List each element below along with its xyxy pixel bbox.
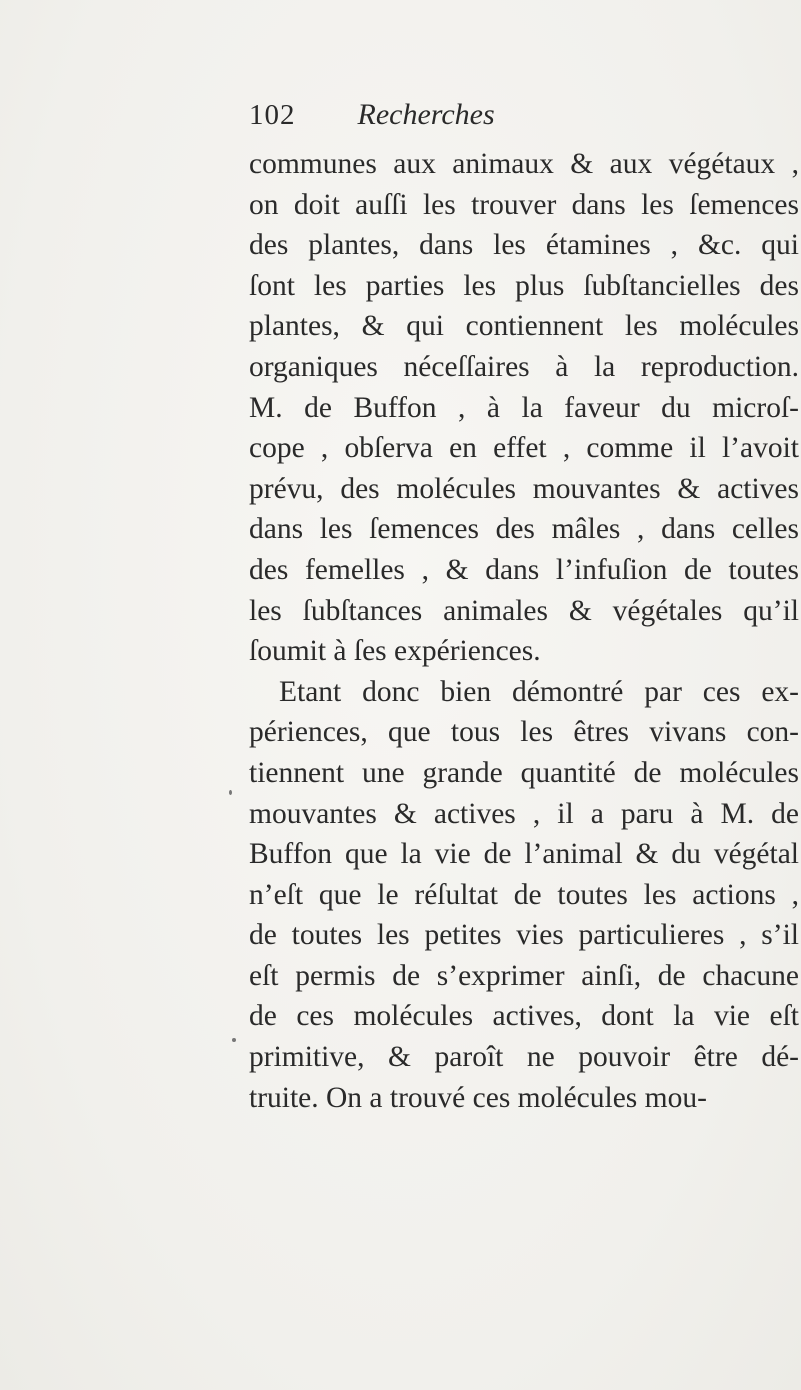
paper-speck: [232, 1038, 236, 1042]
text-line: organiques néceſſaires à la reproduction.: [249, 350, 799, 383]
text-line: Etant donc bien démontré par ces ex-: [279, 675, 799, 708]
text-line: les ſubſtances animales & végétales qu’il: [249, 594, 799, 627]
text-line: tiennent une grande quantité de molécules: [249, 756, 799, 789]
text-line: des femelles , & dans l’infuſion de toutes: [249, 553, 799, 586]
text-line: des plantes, dans les étamines , &c. qui: [249, 229, 799, 262]
text-line: ſoumit à ſes expériences.: [249, 635, 541, 668]
paper-speck: [229, 790, 232, 795]
text-line: truite. On a trouvé ces molécules mou-: [249, 1081, 707, 1114]
page-header: [249, 98, 495, 142]
running-title: Recherches: [357, 98, 495, 131]
text-line: de toutes les petites vies particulieres , s’il: [249, 919, 799, 952]
text-line: eſt permis de s’exprimer ainſi, de chacune: [249, 959, 799, 992]
text-line: communes aux animaux & aux végétaux ,: [249, 148, 799, 180]
text-line: prévu, des molécules mouvantes & actives: [249, 472, 799, 505]
text-line: on doit auſſi les trouver dans les ſemences: [249, 188, 799, 221]
text-line: périences, que tous les êtres vivans con-: [249, 716, 799, 749]
text-line: plantes, & qui contiennent les molécules: [249, 310, 799, 343]
text-line: de ces molécules actives, dont la vie eſt: [249, 1000, 799, 1033]
text-line: cope , obſerva en effet , comme il l’avoit: [249, 432, 799, 465]
text-line: mouvantes & actives , il a paru à M. de: [249, 797, 799, 830]
body-text: [249, 144, 799, 1118]
text-line: M. de Buffon , à la faveur du microſ-: [249, 391, 799, 424]
text-line: primitive, & paroît ne pouvoir être dé-: [249, 1041, 799, 1074]
text-line: dans les ſemences des mâles , dans celles: [249, 513, 799, 546]
text-line: ſont les parties les plus ſubſtancielles des: [249, 269, 799, 302]
text-line: Buffon que la vie de l’animal & du végétal: [249, 838, 799, 871]
page-number: 102: [249, 99, 296, 131]
text-line: n’eſt que le réſultat de toutes les actions ,: [249, 878, 799, 911]
